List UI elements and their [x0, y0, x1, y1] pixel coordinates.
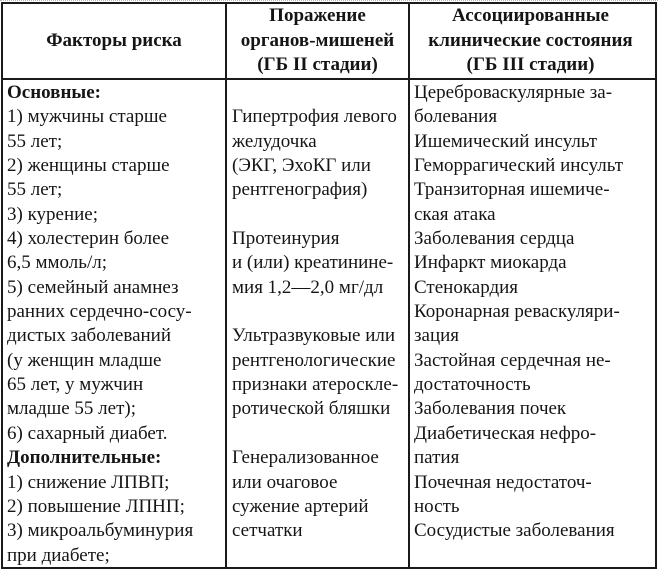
table-line: рентгенологические: [232, 349, 396, 371]
table-line: младше 55 лет);: [7, 398, 136, 420]
header-cell-organ-damage: [227, 4, 410, 78]
table-line: или очаговое: [232, 471, 338, 493]
table-line: Инфаркт миокарда: [414, 252, 567, 274]
table-line: Коронарная реваскуляри-: [414, 301, 620, 323]
table-line: [232, 422, 408, 446]
table-line: Ультразвуковые или: [232, 325, 396, 347]
table-line: зация: [414, 325, 460, 347]
table-line: сужение артерий: [232, 495, 369, 517]
table-line: Транзиторная ишемиче-: [414, 179, 610, 201]
header-cell-clinical-conditions: [410, 4, 651, 78]
table-line: ская атака: [414, 203, 496, 225]
table-line: Заболевания почек: [414, 398, 567, 420]
table-line: 3) курение;: [7, 203, 99, 225]
table-line: Дополнительные:: [7, 447, 162, 469]
table-line: Застойная сердечная не-: [414, 349, 611, 371]
table-line: рентгенография): [232, 179, 368, 201]
header-cell-risk-factors: [3, 4, 227, 78]
table-line: 5) семейный анамнез: [7, 276, 179, 298]
column-clinical-conditions: [410, 80, 651, 567]
table-line: (у женщин младше: [7, 349, 162, 371]
table-line: ность: [414, 495, 460, 517]
table-line: при диабете;: [7, 544, 110, 566]
table-line: 1) снижение ЛПВП;: [7, 471, 170, 493]
table-line: достаточность: [414, 374, 531, 396]
table-line: Заболевания сердца: [414, 228, 575, 250]
table-line: [232, 300, 408, 324]
table-line: 6,5 ммоль/л;: [7, 252, 107, 274]
column-risk-factors: [3, 80, 227, 567]
table-line: (ЭКГ, ЭхоКГ или: [232, 155, 371, 177]
risk-table: [1, 2, 657, 569]
table-line: 2) женщины старше: [7, 155, 170, 177]
header-line: (ГБ II стадии): [257, 54, 378, 76]
table-line: 1) мужчины старше: [7, 106, 167, 128]
table-line: Диабетическая нефро-: [414, 422, 597, 444]
table-line: Основные:: [7, 82, 101, 103]
table-line: дистых заболеваний: [7, 325, 172, 347]
table-line: признаки атероскле-: [232, 374, 399, 396]
table-line: 2) повышение ЛПНП;: [7, 495, 185, 517]
table-line: 55 лет;: [7, 130, 63, 152]
table-line: 4) холестерин более: [7, 228, 170, 250]
table-line: Почечная недостаточ-: [414, 471, 592, 493]
column-organ-damage: [227, 80, 410, 567]
table-line: желудочка: [232, 130, 317, 152]
table-line: Ишемический инсульт: [414, 130, 598, 152]
table-line: Сосудистые заболевания: [414, 520, 615, 542]
table-line: Гипертрофия левого: [232, 106, 397, 128]
table-line: ротической бляшки: [232, 398, 391, 420]
table-line: Протеинурия: [232, 228, 340, 250]
table-body: [3, 80, 655, 567]
table-line: [232, 81, 408, 105]
header-line: клинические состояния: [428, 29, 633, 51]
table-line: мия 1,2—2,0 мг/дл: [232, 276, 384, 298]
table-line: 6) сахарный диабет.: [7, 422, 168, 444]
table-line: [232, 203, 408, 227]
table-line: патия: [414, 447, 460, 469]
table-line: болевания: [414, 106, 498, 128]
header-line: (ГБ III стадии): [466, 54, 595, 76]
header-line: Факторы риска: [46, 29, 182, 51]
table-line: сетчатки: [232, 520, 303, 542]
table-line: ранних сердечно-сосу-: [7, 301, 192, 323]
header-line: органов-мишеней: [240, 29, 395, 51]
header-line: Поражение: [269, 5, 366, 27]
table-line: Стенокардия: [414, 276, 519, 298]
table-line: Геморрагический инсульт: [414, 155, 624, 177]
table-header-row: [3, 4, 655, 80]
table-line: 65 лет, у мужчин: [7, 374, 144, 396]
header-line: Ассоциированные: [452, 5, 609, 27]
table-line: Генерализованное: [232, 447, 379, 469]
table-line: Цереброваскулярные за-: [414, 82, 613, 103]
scan-artifact-line: [0, 0, 658, 1]
table-line: 3) микроальбуминурия: [7, 520, 194, 542]
table-line: и (или) креатинине-: [232, 252, 394, 274]
table-line: 55 лет;: [7, 179, 63, 201]
